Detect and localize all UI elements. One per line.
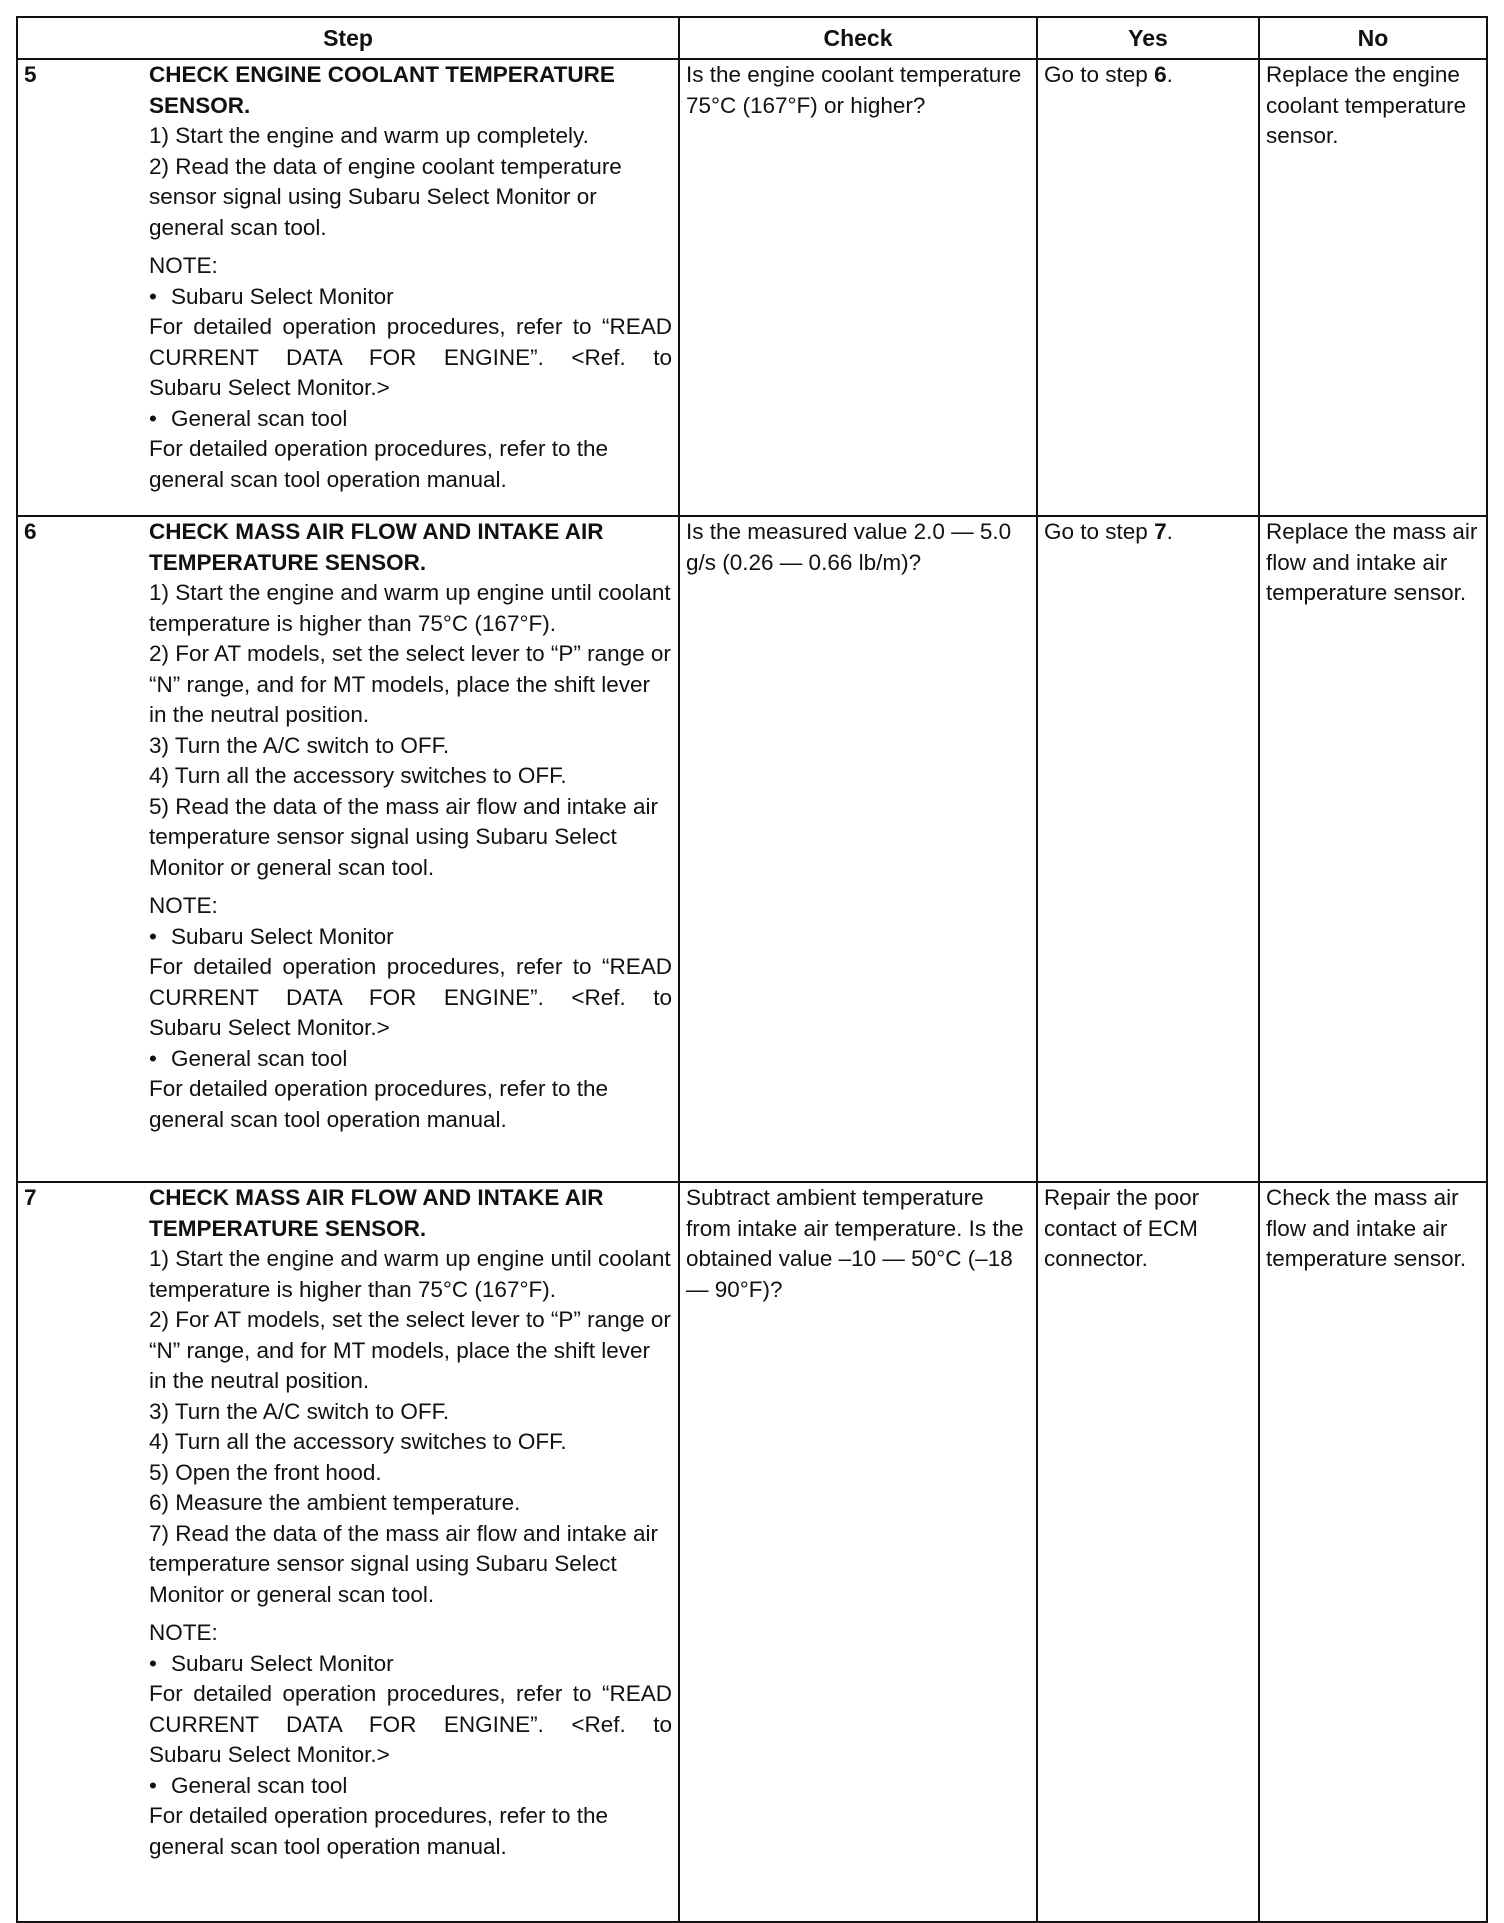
note-ssm-text: For detailed operation procedures, refer to “READ CURRENT DATA FOR ENGINE”. <Ref. to <box>149 314 672 370</box>
yes-prefix: Go to step <box>1044 519 1155 544</box>
step-cell <box>143 516 679 1182</box>
step-instruction: 5) Read the data of the mass air flow and intake air temperature sensor signal using Subaru Select Monitor or general scan tool. <box>149 793 659 880</box>
step-title: CHECK ENGINE COOLANT TEMPERATURE SENSOR. <box>149 62 615 118</box>
step-cell <box>143 59 679 516</box>
note-ssm-ref: Subaru Select Monitor.> <box>149 375 390 400</box>
note-gst-text: For detailed operation procedures, refer to the general scan tool operation manual. <box>149 1076 609 1132</box>
check-cell: Subtract ambient temperature from intake air temperature. Is the obtained value –10 — 50°C (–18 — 90°F)? <box>679 1182 1037 1922</box>
note-bullet-gst: • General scan tool <box>149 1044 672 1075</box>
yes-cell <box>1037 516 1259 1182</box>
step-instruction: 4) Turn all the accessory switches to OFF. <box>149 1429 567 1454</box>
table-row <box>17 516 1487 1182</box>
step-number: 7 <box>17 1182 143 1922</box>
note-heading: NOTE: <box>149 893 218 918</box>
note-heading: NOTE: <box>149 253 218 278</box>
note-bullet-ssm: • Subaru Select Monitor <box>149 922 672 953</box>
header-step: Step <box>17 17 679 59</box>
note-bullet-gst: • General scan tool <box>149 1771 672 1802</box>
table-row <box>17 1182 1487 1922</box>
step-instruction: 6) Measure the ambient temperature. <box>149 1490 521 1515</box>
step-instruction: 7) Read the data of the mass air flow and intake air temperature sensor signal using Subaru Select Monitor or general scan tool. <box>149 1520 659 1607</box>
note-bullet-gst: • General scan tool <box>149 404 672 435</box>
no-cell: Check the mass air flow and intake air temperature sensor. <box>1259 1182 1487 1922</box>
step-title: CHECK MASS AIR FLOW AND INTAKE AIR TEMPERATURE SENSOR. <box>149 519 604 575</box>
no-cell: Replace the engine coolant temperature sensor. <box>1259 59 1487 516</box>
note-gst-text: For detailed operation procedures, refer to the general scan tool operation manual. <box>149 1803 609 1859</box>
header-no: No <box>1259 17 1487 59</box>
step-number: 6 <box>17 516 143 1182</box>
note-ssm-ref: Subaru Select Monitor.> <box>149 1015 390 1040</box>
diagnostic-table <box>16 16 1488 1923</box>
header-row <box>17 17 1487 59</box>
step-instruction: 1) Start the engine and warm up completely. <box>149 123 589 148</box>
step-instruction: 3) Turn the A/C switch to OFF. <box>149 732 450 758</box>
yes-step-ref: 7 <box>1154 519 1167 544</box>
step-instruction: 2) Read the data of engine coolant temperature sensor signal using Subaru Select Monitor or general scan tool. <box>149 153 622 240</box>
step-title: CHECK MASS AIR FLOW AND INTAKE AIR TEMPERATURE SENSOR. <box>149 1185 604 1241</box>
note-bullet-ssm: • Subaru Select Monitor <box>149 1649 672 1680</box>
note-bullet-ssm: • Subaru Select Monitor <box>149 282 672 313</box>
no-cell: Replace the mass air flow and intake air temperature sensor. <box>1259 516 1487 1182</box>
check-cell: Is the measured value 2.0 — 5.0 g/s (0.26 — 0.66 lb/m)? <box>679 516 1037 1182</box>
step-cell <box>143 1182 679 1922</box>
header-check: Check <box>679 17 1037 59</box>
step-instruction: 3) Turn the A/C switch to OFF. <box>149 1398 450 1424</box>
yes-prefix: Repair the poor contact of ECM connector. <box>1044 1185 1200 1271</box>
note-heading: NOTE: <box>149 1620 218 1645</box>
step-instruction: 1) Start the engine and warm up engine until coolant temperature is higher than 75°C (167°F). <box>149 1246 671 1302</box>
table-row <box>17 59 1487 516</box>
step-number: 5 <box>17 59 143 516</box>
yes-suffix: . <box>1166 519 1173 544</box>
check-cell: Is the engine coolant temperature 75°C (167°F) or higher? <box>679 59 1037 516</box>
note-ssm-text: For detailed operation procedures, refer to “READ CURRENT DATA FOR ENGINE”. <Ref. to <box>149 1681 672 1737</box>
yes-prefix: Go to step <box>1044 62 1155 87</box>
yes-step-ref: 6 <box>1154 62 1167 87</box>
yes-cell <box>1037 59 1259 516</box>
header-yes: Yes <box>1037 17 1259 59</box>
note-ssm-ref: Subaru Select Monitor.> <box>149 1742 390 1767</box>
yes-suffix: . <box>1166 62 1173 87</box>
note-ssm-text: For detailed operation procedures, refer to “READ CURRENT DATA FOR ENGINE”. <Ref. to <box>149 954 672 1010</box>
step-instruction: 2) For AT models, set the select lever to “P” range or “N” range, and for MT models, place the shift lever in the neutral position. <box>149 1307 671 1393</box>
note-gst-text: For detailed operation procedures, refer to the general scan tool operation manual. <box>149 436 609 492</box>
step-instruction: 2) For AT models, set the select lever to “P” range or “N” range, and for MT models, place the shift lever in the neutral position. <box>149 641 671 727</box>
yes-cell <box>1037 1182 1259 1922</box>
step-instruction: 5) Open the front hood. <box>149 1459 382 1485</box>
step-instruction: 1) Start the engine and warm up engine until coolant temperature is higher than 75°C (167°F). <box>149 580 671 636</box>
step-instruction: 4) Turn all the accessory switches to OFF. <box>149 763 567 788</box>
